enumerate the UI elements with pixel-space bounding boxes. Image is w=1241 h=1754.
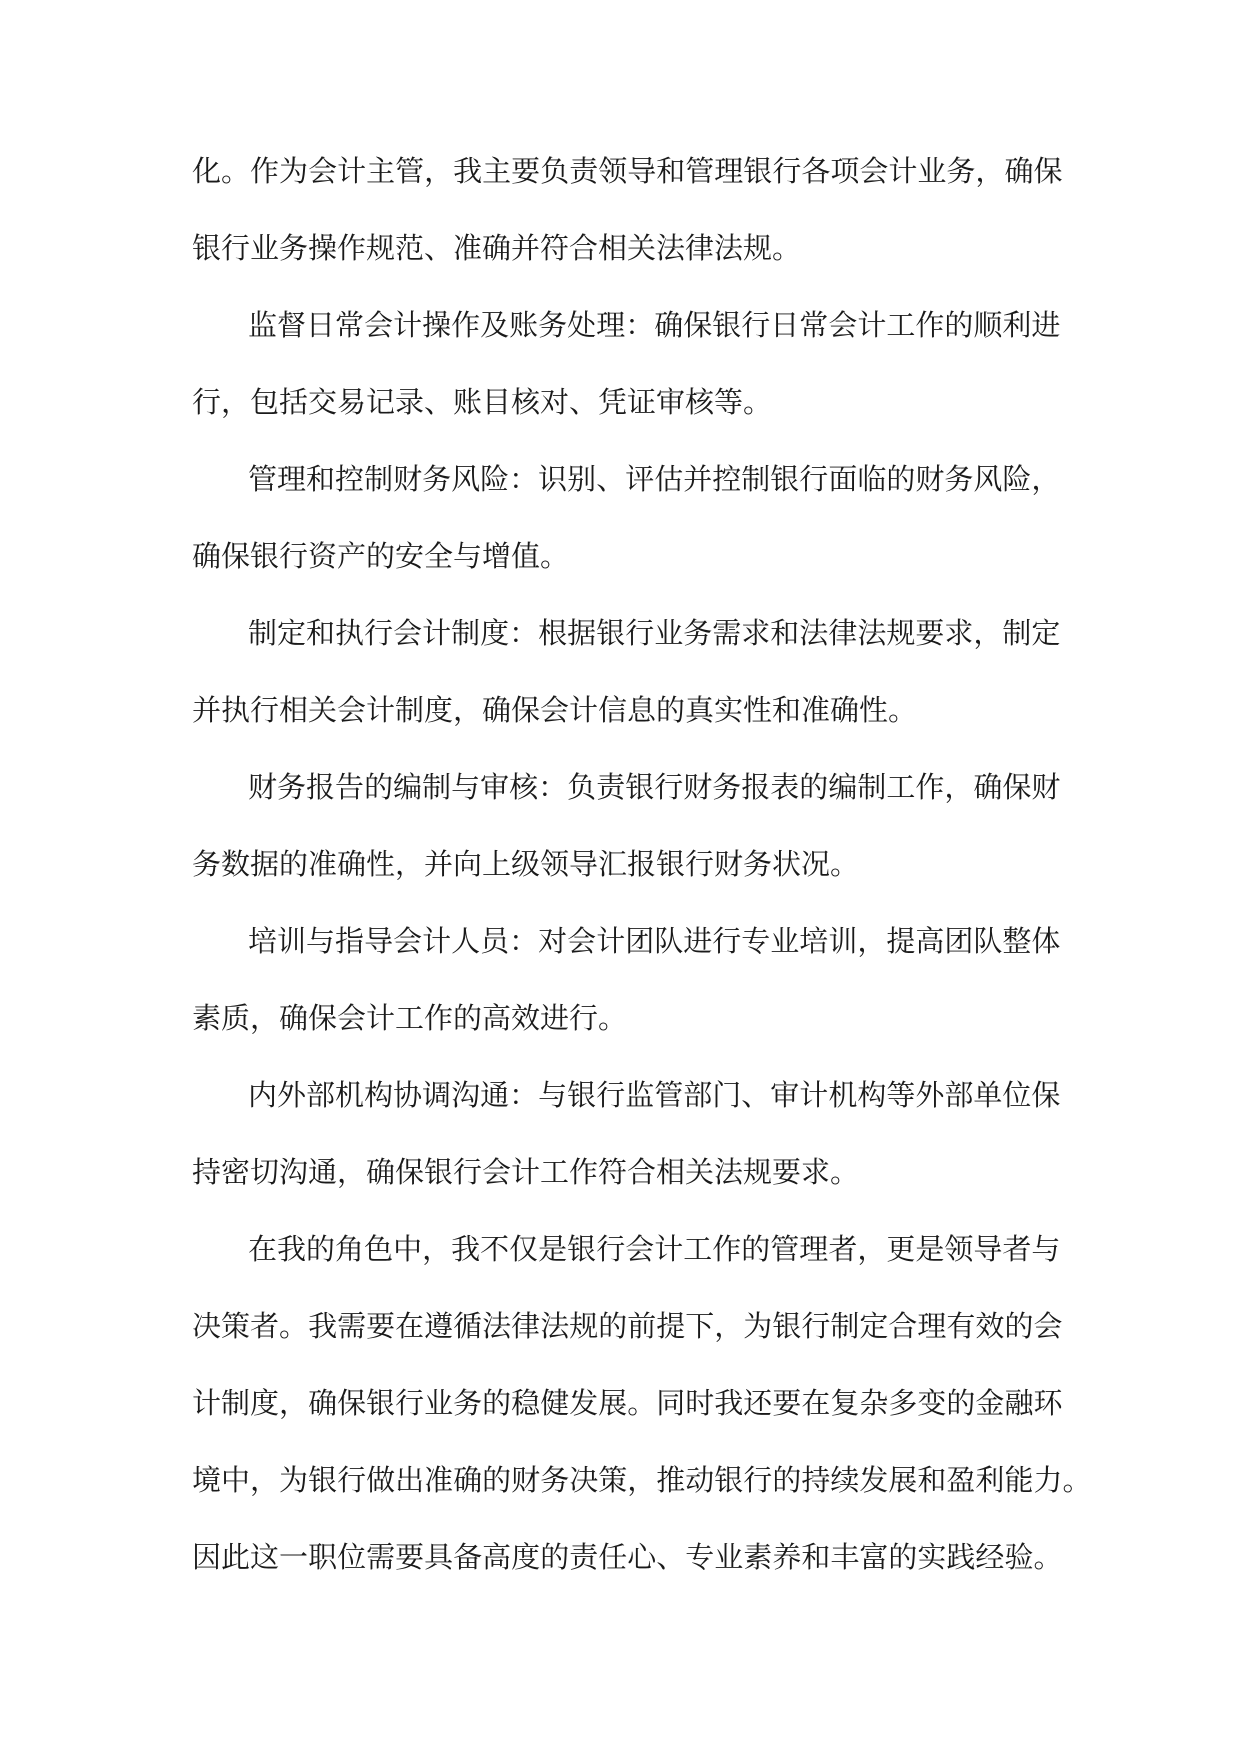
paragraph-line: 决 策 者 。 我 需 要 在 遵 循 法 律 法 规 的 前 提 下 ， 为 银 行 制 定 合 理 有 效 的 会 — [192, 1309, 1063, 1343]
paragraph-line: 内 外 部 机 构 协 调 沟 通 ： 与 银 行 监 管 部 门 、 审 计 机 构 等 外 部 单 位 保 — [248, 1078, 1061, 1112]
paragraph-line: 行，包括交易记录、账目核对、凭证审核等。 — [192, 385, 773, 419]
paragraph-line: 银行业务操作规范、准确并符合相关法律法规。 — [192, 231, 802, 265]
paragraph-line: 持密切沟通，确保银行会计工作符合相关法规要求。 — [192, 1155, 860, 1189]
paragraph-line: 务数据的准确性，并向上级领导汇报银行财务状况。 — [192, 847, 860, 881]
paragraph-line: 并执行相关会计制度，确保会计信息的真实性和准确性。 — [192, 693, 918, 727]
paragraph-line: 计 制 度 ， 确 保 银 行 业 务 的 稳 健 发 展 。 同 时 我 还 要 在 复 杂 多 变 的 金 融 环 — [192, 1386, 1063, 1420]
paragraph-line: 化 。 作 为 会 计 主 管 ， 我 主 要 负 责 领 导 和 管 理 银 行 各 项 会 计 业 务 ， 确 保 — [192, 154, 1063, 188]
paragraph-line: 境 中 ， 为 银 行 做 出 准 确 的 财 务 决 策 ， 推 动 银 行 的 持 续 发 展 和 盈 利 能 力 。 — [192, 1463, 1092, 1497]
paragraph-line: 在 我 的 角 色 中 ， 我 不 仅 是 银 行 会 计 工 作 的 管 理 者 ， 更 是 领 导 者 与 — [248, 1232, 1061, 1266]
paragraph-line: 素质，确保会计工作的高效进行。 — [192, 1001, 628, 1035]
paragraph-line: 财 务 报 告 的 编 制 与 审 核 ： 负 责 银 行 财 务 报 表 的 编 制 工 作 ， 确 保 财 — [248, 770, 1061, 804]
paragraph-line: 制 定 和 执 行 会 计 制 度 ： 根 据 银 行 业 务 需 求 和 法 律 法 规 要 求 ， 制 定 — [248, 616, 1061, 650]
paragraph-line: 因 此 这 一 职 位 需 要 具 备 高 度 的 责 任 心 、 专 业 素 养 和 丰 富 的 实 践 经 验 。 — [192, 1540, 1063, 1574]
paragraph-line: 确保银行资产的安全与增值。 — [192, 539, 570, 573]
paragraph-line: 培 训 与 指 导 会 计 人 员 ： 对 会 计 团 队 进 行 专 业 培 训 ， 提 高 团 队 整 体 — [248, 924, 1061, 958]
paragraph-line: 管 理 和 控 制 财 务 风 险 ： 识 别 、 评 估 并 控 制 银 行 面 临 的 财 务 风 险 ， — [248, 462, 1061, 496]
document-body — [192, 141, 1092, 1604]
paragraph-line: 监 督 日 常 会 计 操 作 及 账 务 处 理 ： 确 保 银 行 日 常 会 计 工 作 的 顺 利 进 — [248, 308, 1061, 342]
